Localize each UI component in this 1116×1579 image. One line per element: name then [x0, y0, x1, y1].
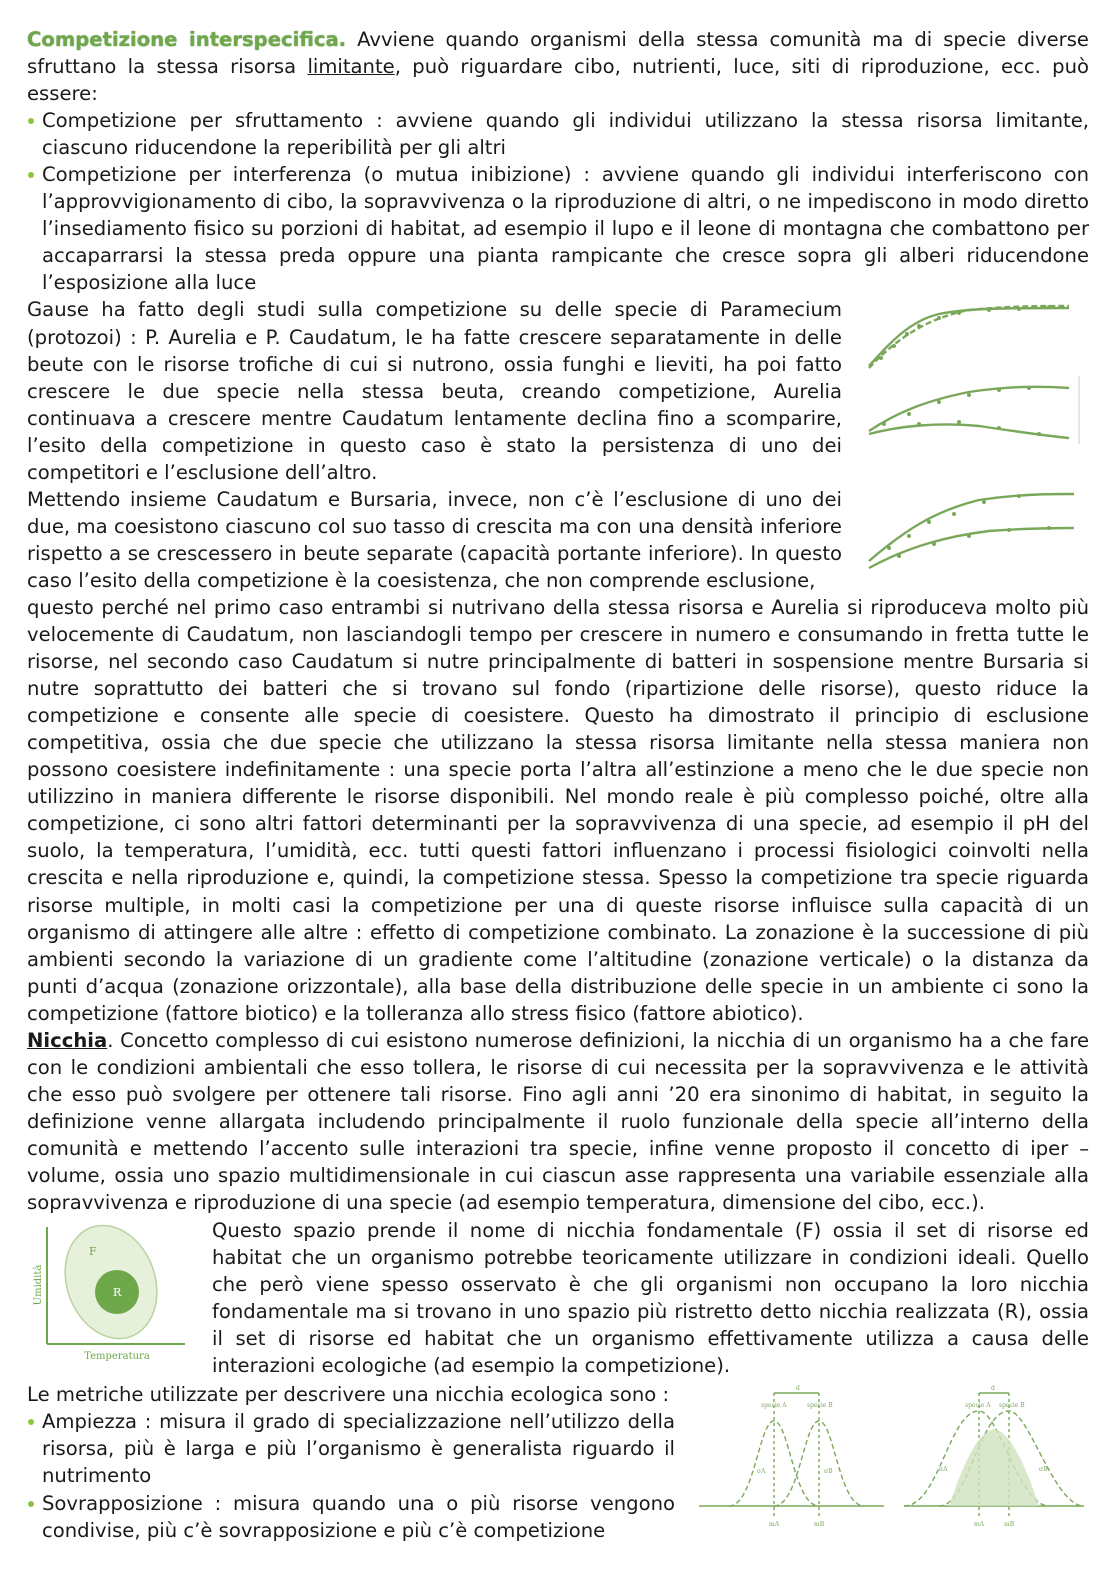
- coexistence-figure: [859, 486, 1089, 594]
- mean-b-label: mB: [814, 1521, 825, 1529]
- niche-overlap-diagram: [699, 1381, 1089, 1541]
- competition-heading: Competizione interspecifica.: [27, 28, 347, 51]
- niche-overlap-figure: [699, 1381, 1089, 1541]
- bursaria-paragraph: Mettendo insieme Caudatum e Bursaria, invece, non c’è l’esclusione di uno dei due, ma coesistono ciascuno col suo tasso di crescita ma con una densità inferiore rispetto a se crescessero in beute separate (capacità portante inferiore). In questo caso l’esito della competizione è la coesistenza, che non comprende esclusione,: [27, 487, 842, 592]
- species-b-label-2: specie B: [999, 1402, 1025, 1410]
- realized-label: R: [113, 1286, 122, 1300]
- bursaria-section: [27, 486, 1089, 594]
- fundamental-niche-paragraph: Questo spazio prende il nome di nicchia fondamentale (F) ossia il set di risorse ed habitat che un organismo potrebbe teoricamente utilizzare in condizioni ideali. Quello che però viene spesso osservato è che gli organismi non occupano la loro nicchia fondamentale ma si trovano in uno spazio più ristretto detto nicchia realizzata (R), ossia il set di risorse ed habitat che un organismo effettivamente utilizza a causa delle interazioni ecologiche (ad esempio la competizione).: [212, 1219, 1089, 1378]
- niche-diagram: [27, 1217, 192, 1377]
- list-item: Sovrapposizione : misura quando una o più risorse vengono condivise, più c’è sovrapposizione e più c’è competizione: [27, 1490, 675, 1544]
- x-axis-label: Temperatura: [84, 1351, 150, 1363]
- metrics-section: [27, 1381, 1089, 1543]
- fundamental-niche-section: [27, 1217, 1089, 1379]
- niche-paragraph: Nicchia. Concetto complesso di cui esistono numerose definizioni, la nicchia di un organismo ha a che fare con le condizioni ambientali che esso tollera, le risorse di cui necessita per la sopravvivenza e le attività che esso può svolgere per ottenere tali risorse. Fino agli anni ’20 era sinonimo di habitat, in seguito la definizione venne allargata includendo principalmente il ruolo funzionale della specie all’interno della comunità e mettendo l’accento sulle interazioni tra specie, infine venne proposto il concetto di iper – volume, ossia uno spazio multidimensionale in cui ciascun asse rappresenta una variabile essenziale alla sopravvivenza e riproduzione di una specie (ad esempio temperatura, dimensione del cibo, ecc.).: [27, 1028, 1089, 1215]
- gause-paragraph: Gause ha fatto degli studi sulla competizione su delle specie di Paramecium (protozoi) : P. Aurelia e P. Caudatum, le ha fatte crescere separatamente in delle beute con le risorse trofiche di cui si nutrono, ossia funghi e lieviti, ha poi fatto crescere le due specie nella stessa beuta, creando competizione, Aurelia continuava a crescere mentre Caudatum lentamente declina fino a scomparire, l’esito della competizione in questo caso è stato la persistenza di uno dei competitori e l’esclusione dell’altro.: [27, 298, 842, 484]
- exclusion-paragraph: questo perché nel primo caso entrambi si nutrivano della stessa risorsa e Aurelia si riproduceva molto più velocemente di Caudatum, non lasciandogli tempo per crescere in numero e consumando in fretta tutte le risorse, nel secondo caso Caudatum si nutre principalmente di batteri in sospensione mentre Bursaria si nutre soprattutto dei batteri che si trovano sul fondo (ripartizione delle risorse), questo riduce la competizione e consente alle specie di coesistere. Questo ha dimostrato il principio di esclusione competitiva, ossia che due specie che utilizzano la stessa risorsa limitante nella stessa maniera non possono coesistere indefinitamente : una specie porta l’altra all’estinzione a meno che le due specie non utilizzino in maniera differente le risorse disponibili. Nel mondo reale è più complesso poiché, oltre alla competizione, ci sono altri fattori determinanti per la sopravvivenza di una specie, ad esempio il pH del suolo, la temperatura, l’umidità, ecc. tutti questi fattori influenzano i processi fisiologici coinvolti nella crescita e nella riproduzione e, quindi, la competizione stessa. Spesso la competizione tra specie riguarda risorse multiple, in molti casi la competizione per una di queste risorse influisce sulla capacità di un organismo di attingere alle altre : effetto di competizione combinato. La zonazione è la successione di più ambienti secondo la variazione di un gradiente come l’altitudine (zonazione verticale) o la distanza da punti d’acqua (zonazione orizzontale), alla base della distribuzione delle specie in un ambiente ci sono la competizione (fattore biotico) e la tolleranza allo stress fisico (fattore abiotico).: [27, 595, 1089, 1025]
- competition-types-list: [27, 107, 1089, 296]
- distance-label: d: [796, 1385, 800, 1393]
- document-page: [27, 26, 1089, 1544]
- list-item: Competizione per sfruttamento : avviene quando gli individui utilizzano la stessa risorsa limitante, ciascuno riducendone la reperibilità per gli altri: [27, 107, 1089, 161]
- coexistence-chart: [859, 486, 1089, 594]
- species-a-label-2: specie A: [965, 1402, 991, 1410]
- metrics-list: [27, 1408, 675, 1543]
- list-item: Competizione per interferenza (o mutua inibizione) : avviene quando gli individui interferiscono con l’approvvigionamento di cibo, la sopravvivenza o la riproduzione di altri, o ne impediscono in modo diretto l’insediamento fisico su porzioni di habitat, ad esempio il lupo e il leone di montagna che combattono per accaparrarsi la stessa preda oppure una pianta rampicante che cresce sopra gli alberi riducendone l’esposizione alla luce: [27, 161, 1089, 296]
- mean-b-label-2: mB: [1004, 1521, 1015, 1529]
- sigma-a-label-2: σA: [939, 1466, 948, 1474]
- gause-section: [27, 296, 1089, 485]
- competition-intro: Competizione interspecifica. Avviene quando organismi della stessa comunità ma di specie diverse sfruttano la stessa risorsa limitante, può riguardare cibo, nutrienti, luce, siti di riproduzione, ecc. può essere:: [27, 28, 1089, 106]
- species-b-label: specie B: [807, 1402, 833, 1410]
- gause-growth-figure: [859, 296, 1089, 456]
- overlap-area: [949, 1429, 1039, 1506]
- niche-figure: [27, 1217, 192, 1377]
- sigma-b-label: σB: [824, 1468, 833, 1476]
- gause-growth-chart: [859, 296, 1089, 456]
- data-points: [879, 305, 1051, 436]
- species-a-label: specie A: [761, 1402, 787, 1410]
- distance-label-2: d: [991, 1385, 995, 1393]
- mean-a-label-2: mA: [974, 1521, 985, 1529]
- aurelia-curve: [869, 308, 1069, 366]
- list-item: Ampiezza : misura il grado di specializzazione nell’utilizzo della risorsa, più è larga e più l’organismo è generalista riguardo il nutrimento: [27, 1408, 675, 1489]
- sigma-b-label-2: σB: [1039, 1466, 1048, 1474]
- mean-a-label: mA: [769, 1521, 780, 1529]
- species-a-curve: [729, 1421, 819, 1506]
- y-axis-label: Umidità: [33, 1264, 44, 1306]
- fundamental-label: F: [89, 1245, 97, 1259]
- metrics-intro: Le metriche utilizzate per descrivere una nicchia ecologica sono :: [27, 1383, 670, 1407]
- niche-heading: Nicchia: [27, 1028, 108, 1052]
- underlined-word: limitante: [307, 55, 395, 79]
- bursaria-curve: [869, 528, 1074, 568]
- sigma-a-label: σA: [757, 1468, 766, 1476]
- species-b-curve: [774, 1421, 864, 1506]
